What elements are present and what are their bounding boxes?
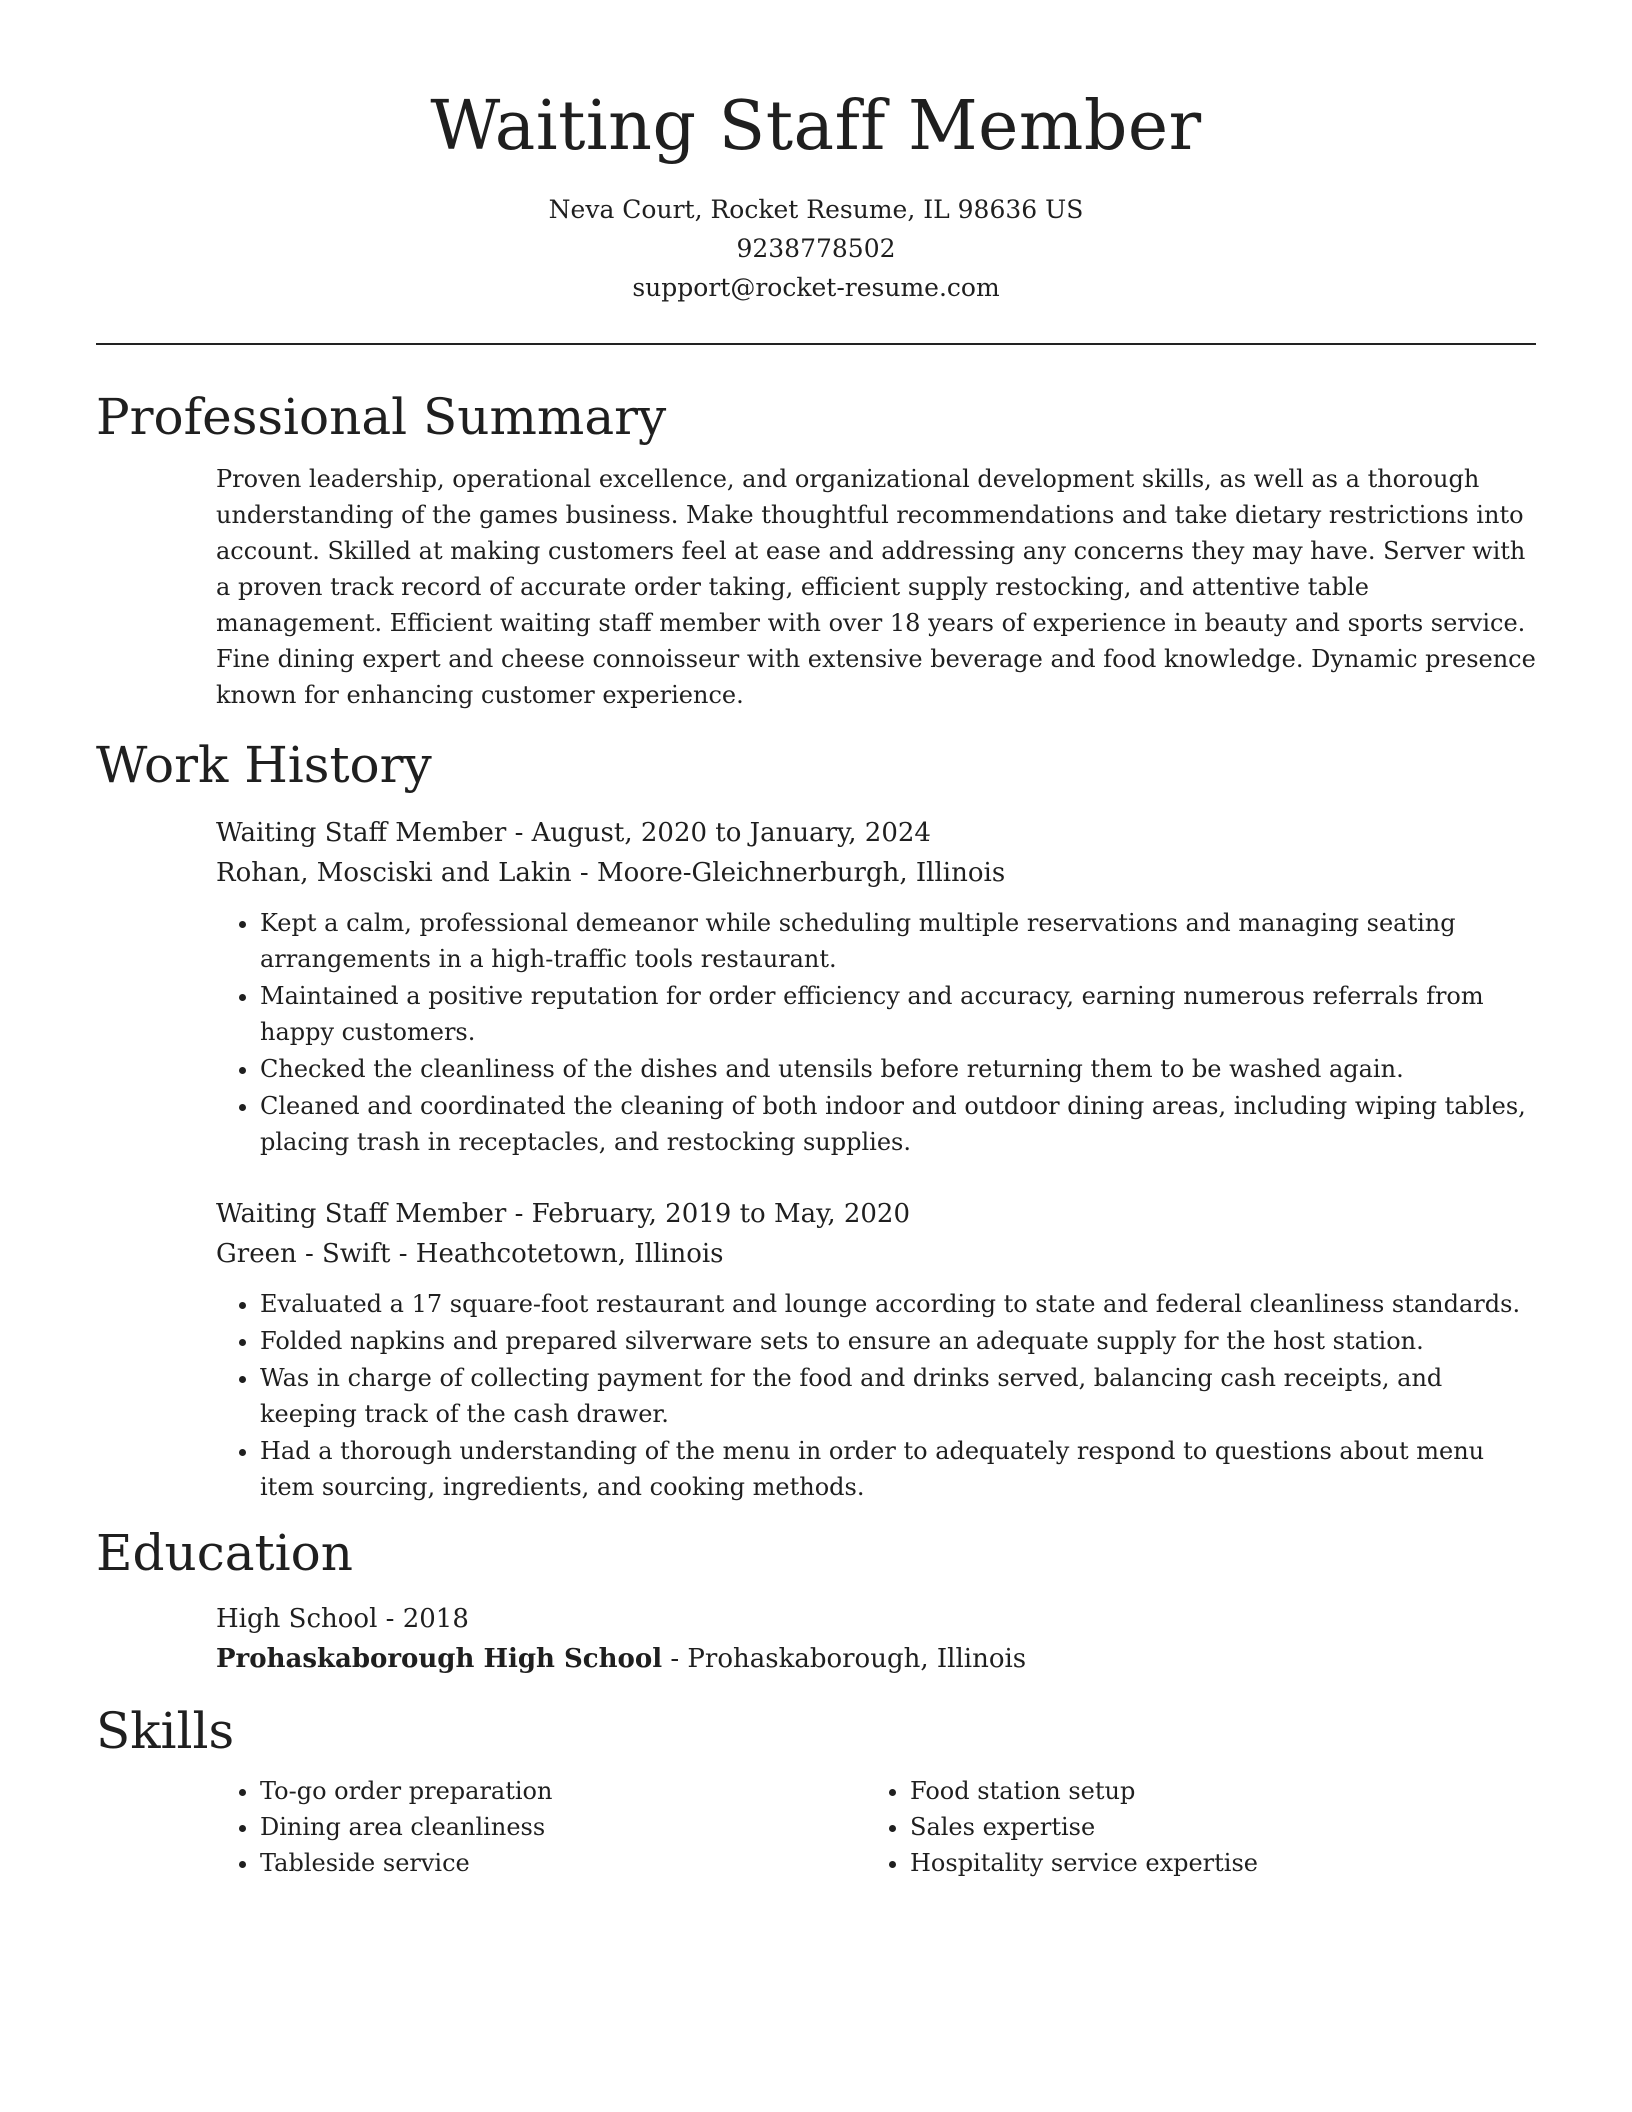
- job-bullet: • Cleaned and coordinated the cleaning of both indoor and outdoor dining areas, including wiping tables, placing trash in receptacles, and restocking supplies.: [260, 1088, 1536, 1160]
- skill-item: • Hospitality service expertise: [910, 1845, 1516, 1881]
- education-degree: High School: [216, 1604, 378, 1634]
- resume-header: [96, 0, 1536, 345]
- job-dates: - August, 2020 to January, 2024: [506, 818, 931, 848]
- job-location: - Moore-Gleichnerburgh, Illinois: [571, 858, 1006, 888]
- job-company-line: [216, 1234, 1536, 1274]
- candidate-name: Waiting Staff Member: [430, 87, 1202, 166]
- skills-heading: Skills: [96, 1702, 235, 1760]
- job-bullet: • Kept a calm, professional demeanor while scheduling multiple reservations and managing seating arrangements in a high-traffic tools restaurant.: [260, 905, 1536, 977]
- education-year: - 2018: [377, 1604, 469, 1634]
- contact-email: support@rocket-resume.com: [632, 273, 1000, 302]
- job-bullet: • Maintained a positive reputation for order efficiency and accuracy, earning numerous referrals from happy customers.: [260, 978, 1536, 1050]
- education-heading: Education: [96, 1524, 353, 1582]
- education-location: - Prohaskaborough, Illinois: [662, 1644, 1027, 1674]
- summary-text: Proven leadership, operational excellence, and organizational development skills, as well as a thorough understanding of the games business. Make thoughtful recommendations and take dietary restrictions into account. Skilled at making customers feel at ease and addressing any concerns they may have. Server with a proven track record of accurate order taking, efficient supply restocking, and attentive table management. Efficient waiting staff member with over 18 years of experience in beauty and sports service. Fine dining expert and cheese connoisseur with extensive beverage and food knowledge. Dynamic presence known for enhancing customer experience.: [216, 465, 1536, 709]
- skills-column-left: [216, 1773, 866, 1881]
- job-bullet: • Evaluated a 17 square-foot restaurant and lounge according to state and federal cleanliness standards.: [260, 1286, 1536, 1322]
- job-dates: - February, 2019 to May, 2020: [506, 1199, 911, 1229]
- job-company: Rohan, Mosciski and Lakin: [216, 858, 572, 888]
- job-bullets: [216, 905, 1536, 1160]
- job-bullets: [216, 1286, 1536, 1505]
- summary-heading: Professional Summary: [96, 388, 667, 446]
- contact-address: Neva Court, Rocket Resume, IL 98636 US: [548, 195, 1084, 224]
- contact-block: [96, 190, 1536, 307]
- job-bullet: • Checked the cleanliness of the dishes and utensils before returning them to be washed again.: [260, 1051, 1536, 1087]
- job-title-line: [216, 813, 1536, 853]
- job-bullet: • Folded napkins and prepared silverware sets to ensure an adequate supply for the host station.: [260, 1323, 1536, 1359]
- work-history-list: [96, 813, 1536, 1505]
- header-divider: [96, 343, 1536, 345]
- job-entry: [216, 813, 1536, 1160]
- education-degree-line: [216, 1599, 1536, 1639]
- skill-item: • Sales expertise: [910, 1809, 1516, 1845]
- skills-list: [96, 1773, 1536, 1881]
- contact-phone: 9238778502: [736, 234, 896, 263]
- education-school-line: [216, 1639, 1536, 1679]
- education-school: Prohaskaborough High School: [216, 1644, 663, 1674]
- skill-item: • To-go order preparation: [260, 1773, 866, 1809]
- skill-item: • Food station setup: [910, 1773, 1516, 1809]
- work-history-heading: Work History: [96, 736, 432, 794]
- job-location: - Heathcotetown, Illinois: [390, 1239, 724, 1269]
- skills-column-right: [866, 1773, 1516, 1881]
- job-bullet: • Had a thorough understanding of the menu in order to adequately respond to questions about menu item sourcing, ingredients, and cooking methods.: [260, 1433, 1536, 1505]
- skill-item: • Tableside service: [260, 1845, 866, 1881]
- job-company: Green - Swift: [216, 1239, 391, 1269]
- job-role: Waiting Staff Member: [216, 818, 507, 848]
- job-role: Waiting Staff Member: [216, 1199, 507, 1229]
- job-bullet: • Was in charge of collecting payment for the food and drinks served, balancing cash receipts, and keeping track of the cash drawer.: [260, 1360, 1536, 1432]
- education-entry: [96, 1599, 1536, 1679]
- skill-item: • Dining area cleanliness: [260, 1809, 866, 1845]
- job-entry: [216, 1194, 1536, 1505]
- job-title-line: [216, 1194, 1536, 1234]
- job-company-line: [216, 853, 1536, 893]
